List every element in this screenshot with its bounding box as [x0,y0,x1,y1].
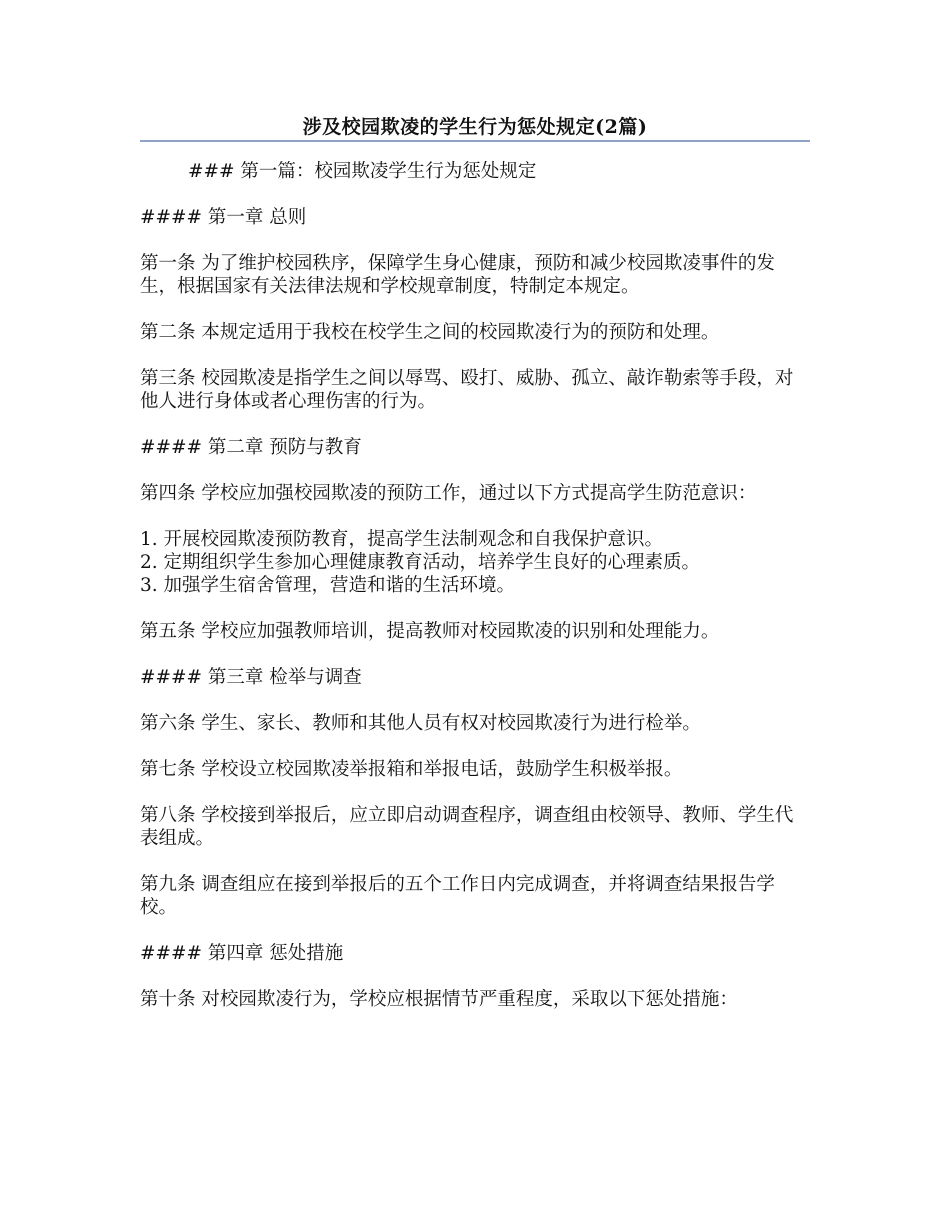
article-list [140,528,805,597]
chapter-heading: #### 第三章 检举与调查 [140,667,362,688]
part-heading: ### 第一篇：校园欺凌学生行为惩处规定 [188,161,537,182]
article-paragraph: 第一条 为了维护校园秩序，保障学生身心健康，预防和减少校园欺凌事件的发生，根据国家有关法律法规和学校规章制度，特制定本规定。 [140,253,775,297]
article-paragraph: 第七条 学校设立校园欺凌举报箱和举报电话，鼓励学生积极举报。 [140,759,683,780]
article-paragraph: 第十条 对校园欺凌行为，学校应根据情节严重程度，采取以下惩处措施： [140,989,738,1010]
list-item: 3. 加强学生宿舍管理，营造和谐的生活环境。 [140,575,516,596]
article-paragraph: 第八条 学校接到举报后，应立即启动调查程序，调查组由校领导、教师、学生代表组成。 [140,805,794,849]
document-title: 涉及校园欺凌的学生行为惩处规定(2篇) [302,116,648,138]
list-item: 1. 开展校园欺凌预防教育，提高学生法制观念和自我保护意识。 [140,529,664,550]
article-paragraph: 第二条 本规定适用于我校在校学生之间的校园欺凌行为的预防和处理。 [140,322,720,343]
title-underline [140,140,810,142]
article-paragraph: 第六条 学生、家长、教师和其他人员有权对校园欺凌行为进行检举。 [140,713,701,734]
chapter-heading: #### 第一章 总则 [140,207,307,228]
article-paragraph: 第五条 学校应加强教师培训，提高教师对校园欺凌的识别和处理能力。 [140,621,720,642]
article-paragraph: 第九条 调查组应在接到举报后的五个工作日内完成调查，并将调查结果报告学校。 [140,874,775,918]
chapter-heading: #### 第二章 预防与教育 [140,437,362,458]
chapter-heading: #### 第四章 惩处措施 [140,943,344,964]
article-paragraph: 第三条 校园欺凌是指学生之间以辱骂、殴打、威胁、孤立、敲诈勒索等手段，对他人进行身体或者心理伤害的行为。 [140,368,794,412]
list-item: 2. 定期组织学生参加心理健康教育活动，培养学生良好的心理素质。 [140,552,701,573]
document-body [140,160,805,1034]
article-paragraph: 第四条 学校应加强校园欺凌的预防工作，通过以下方式提高学生防范意识： [140,483,757,504]
